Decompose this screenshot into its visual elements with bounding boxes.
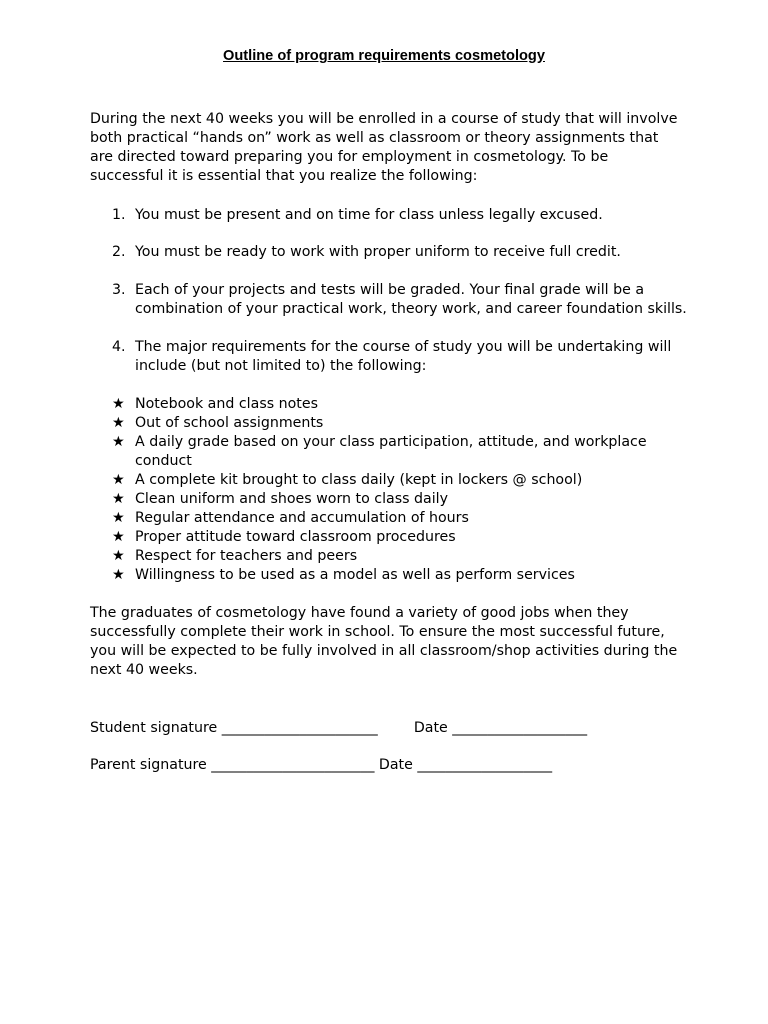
list-item <box>90 490 690 509</box>
star-icon: ★ <box>112 396 125 412</box>
star-icon: ★ <box>112 472 125 488</box>
item-number: 1. <box>112 207 126 223</box>
item-number: 4. <box>112 339 126 355</box>
item-text: You must be ready to work with proper uniform to receive full credit. <box>135 244 621 260</box>
list-item-text: Respect for teachers and peers <box>135 548 358 564</box>
parent-signature-line: Parent signature _______________________ Date ___________________ <box>90 757 553 773</box>
star-icon: ★ <box>112 529 125 545</box>
star-icon: ★ <box>112 510 125 526</box>
list-item-text: A daily grade based on your class participation, attitude, and workplace conduct <box>135 434 647 469</box>
list-item-text: Willingness to be used as a model as well as perform services <box>135 567 575 583</box>
star-icon: ★ <box>112 415 125 431</box>
requirements-list <box>90 395 690 585</box>
star-icon: ★ <box>112 548 125 564</box>
item-text: The major requirements for the course of study you will be undertaking will include (but not limited to) the following: <box>135 339 672 374</box>
list-item <box>90 547 690 566</box>
item-number: 2. <box>112 244 126 260</box>
list-item <box>90 528 690 547</box>
closing-paragraph: The graduates of cosmetology have found a variety of good jobs when they successfully complete their work in school. To ensure the most successful future, you will be expected to be fully involved in all classroom/shop activities during the next 40 weeks. <box>90 605 678 678</box>
item-number: 3. <box>112 282 126 298</box>
numbered-item-4 <box>90 338 690 376</box>
list-item-text: A complete kit brought to class daily (kept in lockers @ school) <box>135 472 583 488</box>
star-icon: ★ <box>112 567 125 583</box>
numbered-item-1 <box>90 206 690 225</box>
list-item <box>90 471 690 490</box>
list-item-text: Out of school assignments <box>135 415 324 431</box>
star-icon: ★ <box>112 491 125 507</box>
list-item-text: Notebook and class notes <box>135 396 318 412</box>
numbered-item-3 <box>90 281 690 319</box>
student-signature-line: Student signature ______________________ Date ___________________ <box>90 720 588 736</box>
list-item <box>90 433 690 471</box>
numbered-item-2 <box>90 243 690 262</box>
list-item <box>90 566 690 585</box>
list-item-text: Proper attitude toward classroom procedures <box>135 529 456 545</box>
item-text: You must be present and on time for class unless legally excused. <box>135 207 603 223</box>
item-text: Each of your projects and tests will be graded. Your final grade will be a combination of your practical work, theory work, and career foundation skills. <box>135 282 687 317</box>
list-item <box>90 395 690 414</box>
list-item-text: Clean uniform and shoes worn to class daily <box>135 491 449 507</box>
intro-paragraph: During the next 40 weeks you will be enrolled in a course of study that will involve both practical “hands on” work as well as classroom or theory assignments that are directed toward preparing you for employment in cosmetology. To be successful it is essential that you realize the following: <box>90 111 678 184</box>
star-icon: ★ <box>112 434 125 450</box>
document-title: Outline of program requirements cosmetology <box>223 48 545 64</box>
list-item <box>90 509 690 528</box>
list-item-text: Regular attendance and accumulation of hours <box>135 510 469 526</box>
list-item <box>90 414 690 433</box>
